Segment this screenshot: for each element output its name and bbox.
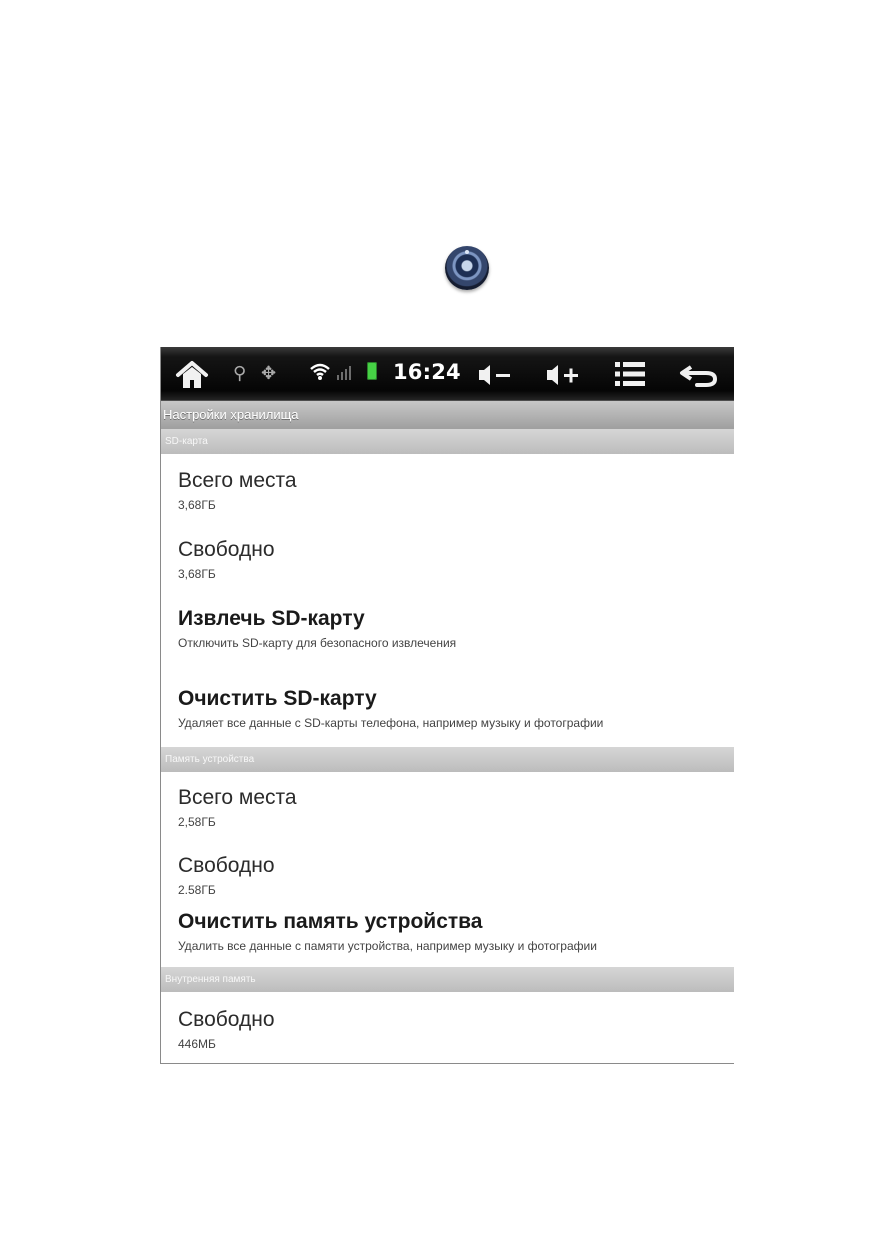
item-subtitle: Удалить все данные с памяти устройства, например музыку и фотографии [178, 939, 597, 953]
item-title: Свободно [178, 1008, 275, 1031]
menu-icon[interactable] [613, 359, 647, 389]
battery-icon [367, 362, 377, 380]
home-icon[interactable] [175, 360, 209, 390]
item-subtitle: 2.58ГБ [178, 883, 216, 897]
device-settings-icon [445, 246, 489, 290]
android-icon: ✥ [261, 363, 277, 384]
section-header-sd-card: SD-карта [161, 429, 734, 454]
item-subtitle: 3,68ГБ [178, 498, 216, 512]
item-title: Свободно [178, 538, 275, 561]
item-title: Всего места [178, 469, 297, 492]
item-title: Всего места [178, 786, 297, 809]
screen-title: Настройки хранилища [161, 401, 734, 429]
android-storage-settings-screen [160, 347, 734, 1064]
section-header-internal-memory: Внутренняя память [161, 967, 734, 992]
item-title: Очистить память устройства [178, 910, 483, 933]
section-header-device-memory: Память устройства [161, 747, 734, 772]
item-subtitle: Удаляет все данные с SD-карты телефона, например музыку и фотографии [178, 716, 604, 730]
item-title: Свободно [178, 854, 275, 877]
back-icon[interactable] [679, 362, 719, 388]
usb-icon: ⚲ [233, 363, 247, 384]
volume-up-icon[interactable] [546, 361, 580, 389]
volume-down-icon[interactable] [478, 361, 512, 389]
item-subtitle: 2,58ГБ [178, 815, 216, 829]
item-subtitle: 446МБ [178, 1037, 216, 1051]
signal-icon [336, 363, 354, 381]
status-bar [161, 347, 734, 401]
item-subtitle: 3,68ГБ [178, 567, 216, 581]
item-title: Извлечь SD-карту [178, 607, 365, 630]
item-subtitle: Отключить SD-карту для безопасного извлечения [178, 636, 457, 650]
item-title: Очистить SD-карту [178, 687, 377, 710]
status-time: 16:24 [393, 360, 461, 384]
wifi-icon [309, 361, 331, 383]
